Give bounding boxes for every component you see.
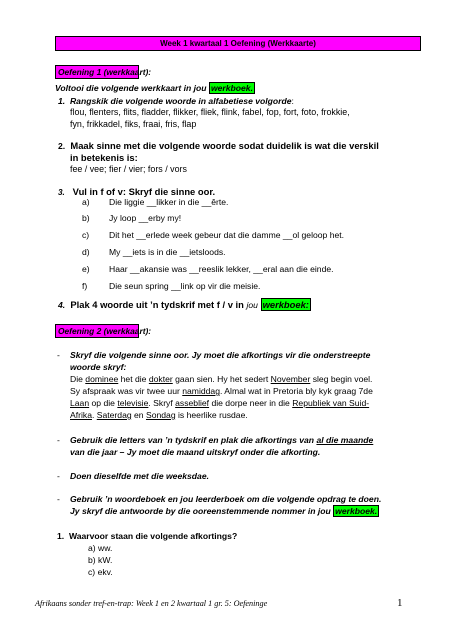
bullet: - <box>57 494 60 504</box>
question-2-words: fee / vee; fier / vier; fors / vors <box>70 164 187 174</box>
bullet: - <box>57 350 60 360</box>
werkboek-highlight: werkboek. <box>210 83 253 93</box>
question-1: 1. Rangskik die volgende woorde in alfabetiese volgorde: <box>58 96 294 106</box>
exercise-1-intro: Voltooi die volgende werkkaart in jou werkboek. <box>55 83 253 93</box>
instruction-weekdays: Doen dieselfde met die weeksdae. <box>70 471 209 481</box>
instruction-months: Gebruik die letters van ’n tydskrif en plak die afkortings van al die maande <box>70 435 374 445</box>
page-number: 1 <box>397 597 403 609</box>
abbreviation-item-a: a) ww. <box>88 543 113 553</box>
section-heading-oefening-1: Oefening 1 (werkkaart): <box>55 65 139 79</box>
question-1-words: flou, flenters, flits, fladder, flikker, fliek, flink, fabel, fop, fort, foto, frokkie, <box>70 107 350 117</box>
section-heading-oefening-2: Oefening 2 (werkkaart): <box>55 324 139 338</box>
instruction-rewrite: Skryf die volgende sinne oor. Jy moet die afkortings vir die onderstreepte <box>70 350 371 360</box>
abbreviations-question: 1. Waarvoor staan die volgende afkortings? <box>57 531 238 541</box>
werkboek-highlight: werkboek: <box>262 299 309 310</box>
question-3-heading: 3. Vul in f of v: Skryf die sinne oor. <box>58 186 216 197</box>
bullet: - <box>57 471 60 481</box>
werkboek-highlight: werkboek. <box>335 506 378 516</box>
passage-line-4: Afrika. Saterdag en Sondag is heerlike rusdae. <box>70 410 248 420</box>
question-2-heading-cont: in betekenis is: <box>70 152 138 163</box>
passage-line-3: Laan op die televisie. Skryf asseblief die dorpe neer in die Republiek van Suid- <box>70 398 370 408</box>
instruction-dictionary: Gebruik ’n woordeboek en jou leerderboek om die volgende opdrag te doen. <box>70 494 382 504</box>
abbreviation-item-b: b) kW. <box>88 555 113 565</box>
passage-line-2: Sy afspraak was vir twee uur namiddag. Almal wat in Pretoria bly kyk graag 7de <box>70 386 373 396</box>
instruction-rewrite-cont: woorde skryf: <box>70 362 127 372</box>
abbreviation-item-c: c) ekv. <box>88 567 113 577</box>
page-footer: Afrikaans sonder tref-en-trap: Week 1 en 2 kwartaal 1 gr. 5: Oefeninge <box>35 599 268 608</box>
worksheet-title: Week 1 kwartaal 1 Oefening (Werkkaarte) <box>55 36 421 51</box>
question-2-heading: 2. Maak sinne met die volgende woorde sodat duidelik is wat die verskil <box>58 140 379 151</box>
instruction-dictionary-cont: Jy skryf die antwoorde by die ooreenstemmende nommer in jou werkboek. <box>70 506 378 516</box>
instruction-months-cont: van die jaar – Jy moet die maand uitskryf onder die afkorting. <box>70 447 321 457</box>
bullet: - <box>57 435 60 445</box>
question-1-words-cont: fyn, frikkadel, fiks, fraai, fris, flap <box>70 119 197 129</box>
document-page: Week 1 kwartaal 1 Oefening (Werkkaarte) Oefening 1 (werkkaart): Voltooi die volgende werkkaart in jou werkboek. 1. Rangskik die volgende woorde in alfabetiese volgorde: flou, flenters, flits, fladder, flikker, fliek, flink, fabel, fop, fort, foto, frokkie, fyn, frikkadel, fiks, fraai, fris, flap 2. Maak sinne met die volgende woorde sodat duidelik is wat die verskil in betekenis is: fee / vee; fier / vier; fors / vors 3. Vul in f of v: Skryf die sinne oor. a) Die liggie __likker in die __êrte. b) Jy loop __erby my! c) Dit het __erlede week gebeur dat die damme __ol geloop het. d) My __iets is in die __ietsloods. e) Haar __akansie was __reeslik lekker, __eral aan die einde. f) Die seun spring __link op vir die meisie. 4. Plak 4 woorde uit ’n tydskrif met f / v in jou werkboek: Oefening 2 (werkkaart): - Skryf die volgende sinne oor. Jy moet die afkortings vir die onderstreepte woorde skryf: Die dominee het die dokter gaan sien. Hy het sedert November sleg begin voel. Sy afspraak was vir twee uur namiddag. Almal wat in Pretoria bly kyk graag 7de Laan op die televisie. Skryf asseblief die dorpe neer in die Republiek van Suid- Afrika. Saterdag en Sondag is heerlike rusdae. - Gebruik die letters van ’n tydskrif en plak die afkortings van al die maande van die jaar – Jy moet die maand uitskryf onder die afkorting. - Doen dieselfde met die weeksdae. - Gebruik ’n woordeboek en jou leerderboek om die volgende opdrag te doen. Jy skryf die antwoorde by die ooreenstemmende nommer in jou werkboek. 1. Waarvoor staan die volgende afkortings? a) ww. b) kW. c) ekv. Afrikaans sonder tref-en-trap: Week 1 en 2 kwartaal 1 gr. 5: Oefeninge 1 <box>0 0 453 640</box>
passage-line-1: Die dominee het die dokter gaan sien. Hy het sedert November sleg begin voel. <box>70 374 373 384</box>
question-4-heading: 4. Plak 4 woorde uit ’n tydskrif met f / v in jou werkboek: <box>58 299 309 310</box>
